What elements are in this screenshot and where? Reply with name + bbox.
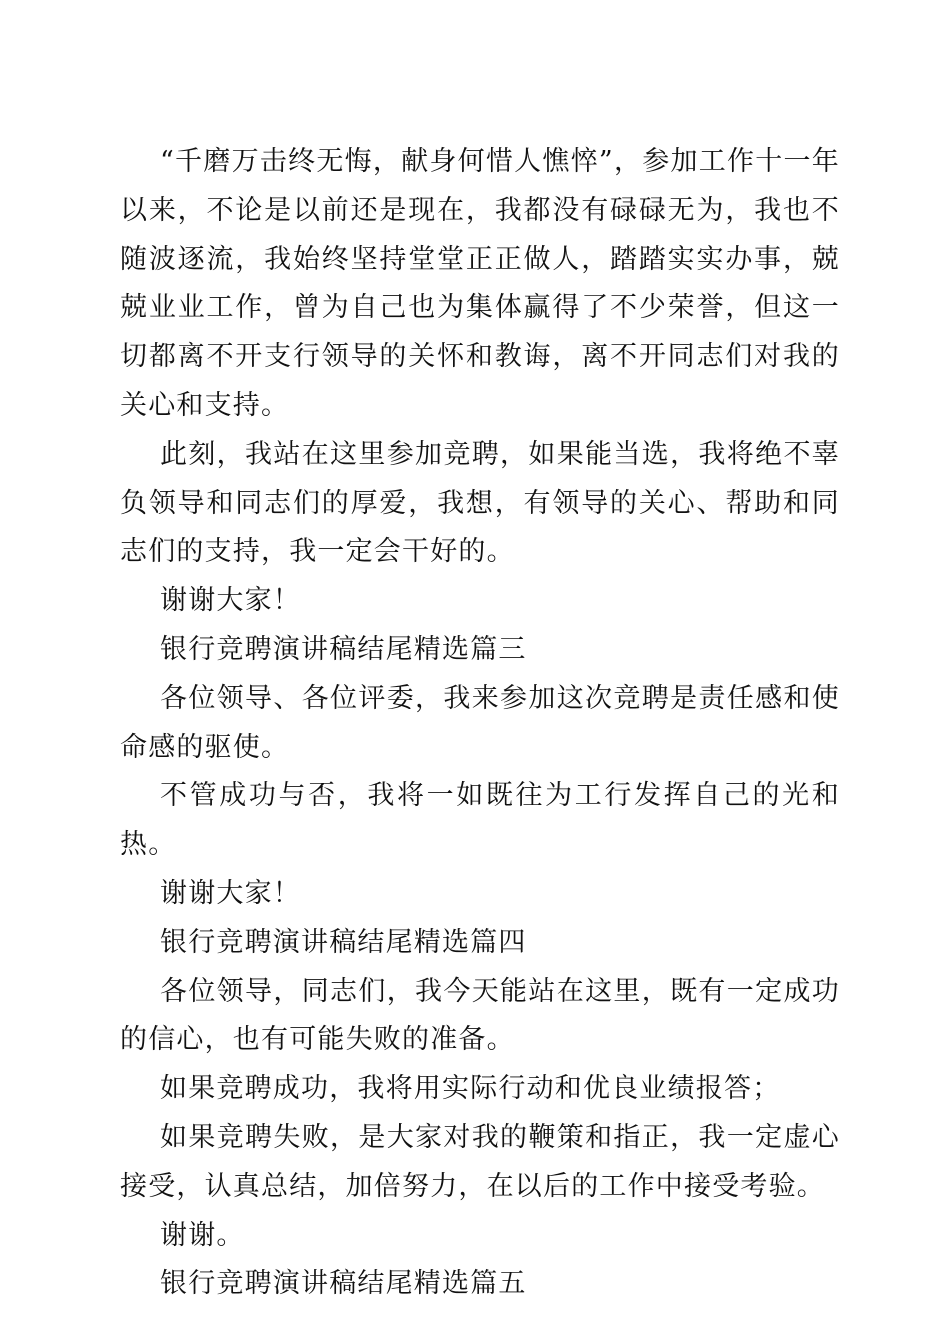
- paragraph-success: 如果竞聘成功，我将用实际行动和优良业绩报答；: [160, 1073, 781, 1105]
- document-body: [120, 138, 840, 1309]
- paragraph-thanks-1: 谢谢大家！: [160, 585, 301, 617]
- section-heading-3: 银行竞聘演讲稿结尾精选篇三: [160, 633, 527, 665]
- section-heading-5: 银行竞聘演讲稿结尾精选篇五: [160, 1268, 527, 1300]
- paragraph-thanks-2: 谢谢大家！: [160, 877, 301, 909]
- paragraph-thanks-3: 谢谢。: [160, 1219, 245, 1251]
- paragraph-candidacy: 此刻，我站在这里参加竞聘，如果能当选，我将绝不辜负领导和同志们的厚爱，我想，有领导的关心、帮助和同志们的支持，我一定会干好的。: [120, 438, 840, 568]
- paragraph-dedication: 不管成功与否，我将一如既往为工行发挥自己的光和热。: [120, 780, 840, 861]
- paragraph-perseverance: “千磨万击终无悔，献身何惜人憔悴”，参加工作十一年以来，不论是以前还是现在，我都没有碌碌无为，我也不随波逐流，我始终坚持堂堂正正做人，踏踏实实办事，兢兢业业工作，曾为自己也为集体赢得了不少荣誉，但这一切都离不开支行领导的关怀和教诲，离不开同志们对我的关心和支持。: [120, 146, 840, 421]
- paragraph-confidence: 各位领导，同志们，我今天能站在这里，既有一定成功的信心，也有可能失败的准备。: [120, 975, 840, 1056]
- paragraph-responsibility: 各位领导、各位评委，我来参加这次竞聘是责任感和使命感的驱使。: [120, 682, 840, 763]
- section-heading-4: 银行竞聘演讲稿结尾精选篇四: [160, 926, 527, 958]
- paragraph-failure: 如果竞聘失败，是大家对我的鞭策和指正，我一定虚心接受，认真总结，加倍努力，在以后的工作中接受考验。: [120, 1121, 840, 1202]
